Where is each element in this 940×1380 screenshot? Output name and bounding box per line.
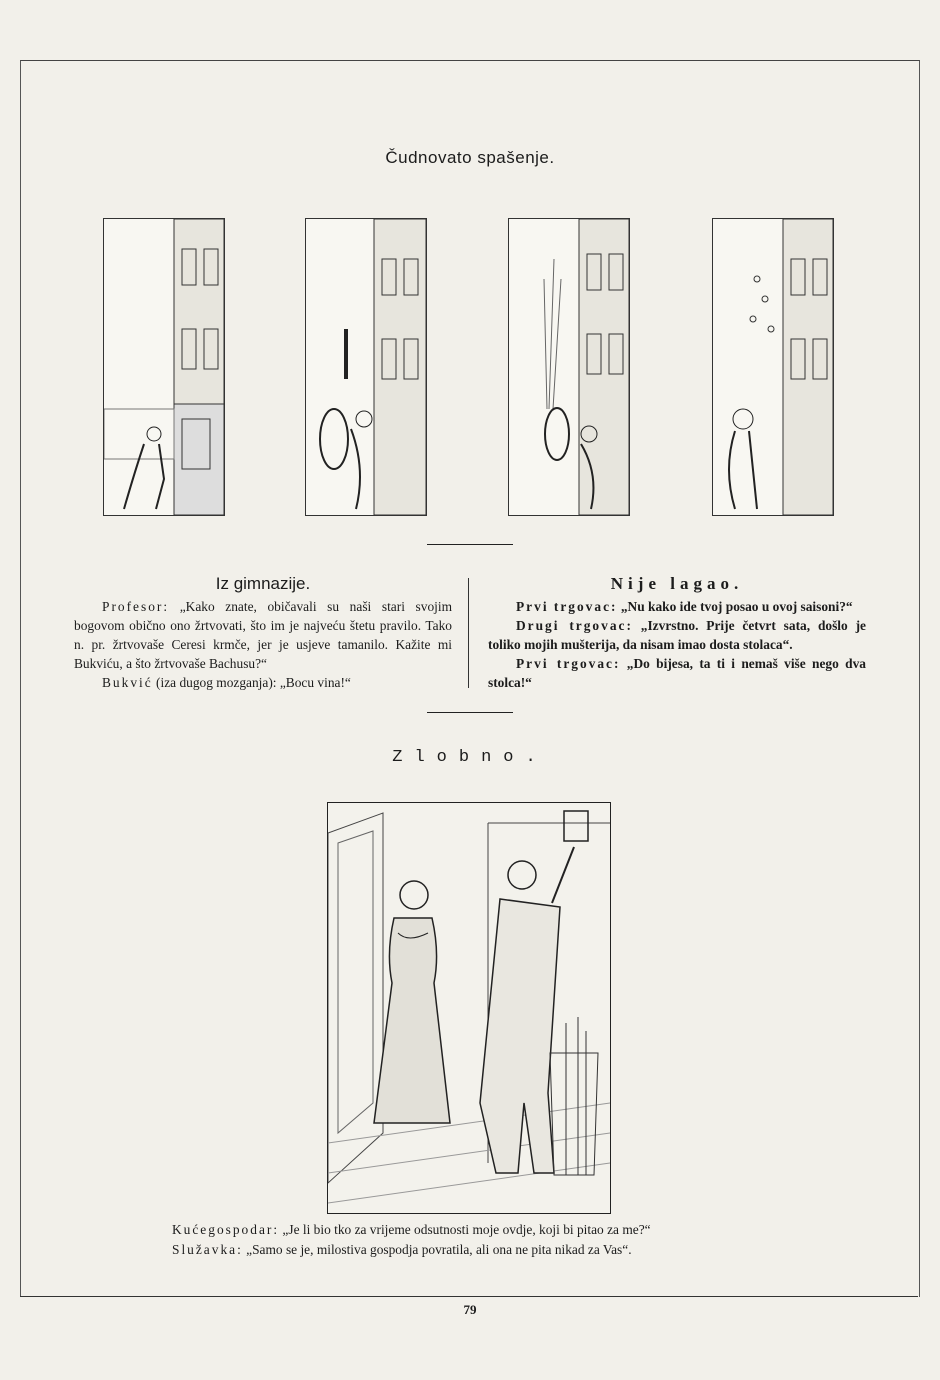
dialogue-text: „Izvrstno. Prije četvrt sata, došlo je toliko mojih mušterija, da nisam imao dosta stolaca“. bbox=[488, 618, 866, 652]
speaker-label: Drugi trgovac: bbox=[516, 618, 633, 633]
caption-line-2 bbox=[172, 1240, 792, 1260]
column-divider bbox=[468, 578, 469, 688]
illustration-zlobno bbox=[327, 802, 611, 1214]
dialogue-text: „Samo se je, milostiva gospodja povratila, ali ona ne pita nikad za Vas“. bbox=[242, 1242, 632, 1257]
article-heading: Nije lagao. bbox=[610, 574, 744, 593]
speaker-label: Služavka: bbox=[172, 1242, 243, 1257]
speaker-label: Kućegospodar: bbox=[172, 1222, 280, 1237]
dialogue-text: „Je li bio tko za vrijeme odsutnosti moje ovdje, koji bi pitao za me?“ bbox=[279, 1222, 651, 1237]
article-iz-gimnazije bbox=[74, 574, 452, 692]
paragraph-drugi-trgovac bbox=[488, 616, 866, 654]
paragraph-prvi-trgovac bbox=[488, 597, 866, 616]
section-divider-top bbox=[427, 544, 513, 545]
dialogue-text: „Nu kako ide tvoj posao u ovoj saisoni?“ bbox=[617, 599, 853, 614]
speaker-label: Prvi trgovac: bbox=[516, 599, 618, 614]
dialogue-text: „Kako znate, običavali su naši stari svojim bogovom obično ono žrtvovati, što im je najveću štetu pravilo. Tako n. pr. žrtvovaše Ceresi krmče, jer je usjeve tamanilo. Kažite mi Bukviću, a što žrtvovaše Bachusu?“ bbox=[74, 599, 452, 671]
speaker-label: Bukvić bbox=[102, 675, 153, 690]
page-number: 79 bbox=[463, 1302, 477, 1317]
comic-panel-4 bbox=[712, 218, 834, 516]
dialogue-text: (iza dugog mozganja): „Bocu vina!“ bbox=[152, 675, 351, 690]
article-heading: Iz gimnazije. bbox=[215, 574, 311, 593]
speaker-label: Profesor: bbox=[102, 599, 170, 614]
section-title-zlobno: Zlobno. bbox=[392, 748, 548, 767]
article-nije-lagao bbox=[488, 574, 866, 692]
paragraph-prvi-trgovac-2 bbox=[488, 654, 866, 692]
comic-panel-2 bbox=[305, 218, 427, 516]
comic-panel-3 bbox=[508, 218, 630, 516]
paragraph-bukvic bbox=[74, 673, 452, 692]
bottom-rule bbox=[20, 1296, 918, 1297]
caption-line-1 bbox=[172, 1220, 792, 1240]
speaker-label: Prvi trgovac: bbox=[516, 656, 621, 671]
dialogue-text: „Do bijesa, ta ti i nemaš više nego dva stolca!“ bbox=[488, 656, 866, 690]
illustration-caption bbox=[172, 1220, 792, 1260]
comic-title: Čudnovato spašenje. bbox=[385, 148, 555, 167]
comic-panel-1 bbox=[103, 218, 225, 516]
section-divider-middle bbox=[427, 712, 513, 713]
paragraph-profesor bbox=[74, 597, 452, 673]
